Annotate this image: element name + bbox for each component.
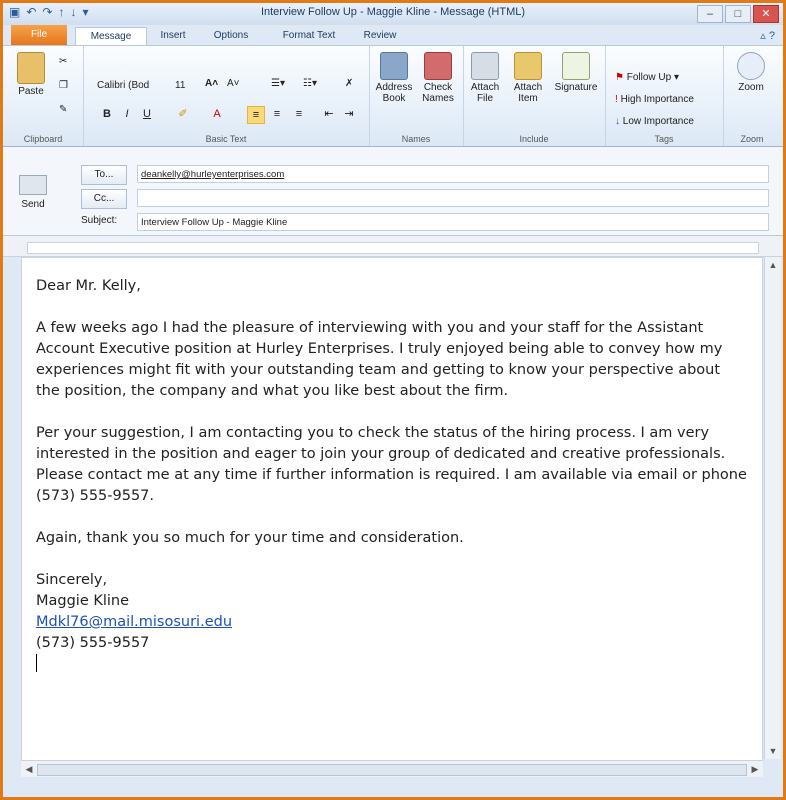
- group-label-zoom: Zoom: [740, 134, 764, 144]
- group-label-names: Names: [401, 134, 431, 144]
- closing: Sincerely,: [36, 572, 108, 588]
- align-left-icon[interactable]: ≡: [247, 106, 265, 124]
- message-body-text: [36, 276, 748, 672]
- scroll-left-icon[interactable]: ◀: [25, 764, 33, 774]
- ribbon-tabs: [3, 25, 783, 45]
- font-color-icon[interactable]: A: [213, 108, 221, 120]
- send-icon: [19, 175, 47, 195]
- text-cursor: [36, 654, 37, 672]
- low-importance-button[interactable]: ↓ Low Importance: [615, 116, 694, 127]
- greeting: Dear Mr. Kelly,: [36, 278, 141, 294]
- subject-label: Subject:: [81, 215, 118, 226]
- ruler[interactable]: [3, 236, 783, 257]
- paperclip-icon: [471, 52, 499, 80]
- bold-icon[interactable]: B: [103, 108, 111, 120]
- send-button[interactable]: Send: [15, 171, 51, 217]
- subject-field[interactable]: Interview Follow Up - Maggie Kline: [137, 213, 769, 231]
- to-field[interactable]: deankelly@hurleyenterprises.com: [137, 165, 769, 183]
- help-icon[interactable]: ▵ ?: [760, 30, 775, 42]
- underline-icon[interactable]: U: [143, 108, 151, 120]
- save-icon[interactable]: ▣: [9, 5, 21, 19]
- align-center-icon[interactable]: ≡: [273, 108, 281, 120]
- close-button[interactable]: ✕: [753, 5, 779, 23]
- paragraph-1: A few weeks ago I had the pleasure of interviewing with you and your staff for the Assistant Account Executive position at Hurley Enterprises. I truly enjoyed being able to convey how my experiences might fit with your outstanding team and getting to know your perspective about the position, the company and what you like best about the firm.: [36, 320, 723, 399]
- window-title: Interview Follow Up - Maggie Kline - Message (HTML): [260, 6, 526, 18]
- title-bar: [3, 3, 783, 26]
- check-names-button[interactable]: Check Names: [417, 52, 459, 104]
- copy-icon[interactable]: ❐: [59, 80, 68, 91]
- horizontal-scroll-thumb[interactable]: [37, 764, 747, 776]
- group-label-include: Include: [519, 134, 549, 144]
- exclamation-icon: !: [615, 94, 618, 105]
- format-painter-icon[interactable]: ✎: [59, 104, 68, 115]
- sender-phone: (573) 555-9557: [36, 635, 150, 651]
- minimize-button[interactable]: –: [697, 5, 723, 23]
- increase-indent-icon[interactable]: ⇥: [344, 108, 354, 120]
- message-header: [3, 147, 783, 236]
- tab-format-text[interactable]: Format Text: [282, 30, 336, 41]
- message-body[interactable]: [21, 257, 763, 761]
- scroll-down-icon[interactable]: ▼: [768, 746, 778, 756]
- paragraph-3: Again, thank you so much for your time and consideration.: [36, 530, 464, 546]
- attach-file-button[interactable]: Attach File: [465, 52, 505, 104]
- paste-icon: [17, 52, 45, 84]
- down-arrow-icon[interactable]: ↓: [70, 5, 77, 19]
- align-right-icon[interactable]: ≡: [295, 108, 303, 120]
- check-names-icon: [424, 52, 452, 80]
- tab-options[interactable]: Options: [213, 30, 249, 41]
- decrease-indent-icon[interactable]: ⇤: [324, 108, 334, 120]
- signature-block: [36, 570, 748, 672]
- bullets-icon[interactable]: ☰▾: [271, 78, 285, 89]
- ribbon: [3, 45, 783, 147]
- magnifier-icon: [737, 52, 765, 80]
- address-book-button[interactable]: Address Book: [373, 52, 415, 104]
- follow-up-button[interactable]: ⚑ Follow Up ▾: [615, 72, 680, 83]
- paste-button[interactable]: Paste: [11, 52, 51, 97]
- high-importance-button[interactable]: ! High Importance: [615, 94, 694, 105]
- numbering-icon[interactable]: ☷▾: [303, 78, 317, 89]
- cc-button[interactable]: Cc...: [81, 189, 127, 209]
- undo-icon[interactable]: ↶: [26, 5, 37, 19]
- tab-insert[interactable]: Insert: [160, 30, 186, 41]
- highlight-icon[interactable]: ✐: [178, 108, 188, 120]
- maximize-button[interactable]: □: [725, 5, 751, 23]
- flag-icon: ⚑: [615, 72, 624, 83]
- paragraph-2: Per your suggestion, I am contacting you to check the status of the hiring process. I am very interested in the position and eager to join your group of dedicated and creative professionals. Please contact me at any time if further information is required. I am available via email or phone (573) 555-9557.: [36, 425, 747, 504]
- italic-icon[interactable]: I: [125, 108, 129, 120]
- cc-field[interactable]: [137, 189, 769, 207]
- font-size-box[interactable]: 11: [175, 80, 186, 91]
- redo-icon[interactable]: ↷: [42, 5, 53, 19]
- group-basic-text: [83, 46, 370, 146]
- tab-review[interactable]: Review: [363, 30, 397, 41]
- shrink-font-icon[interactable]: A˅: [227, 78, 240, 89]
- zoom-button[interactable]: Zoom: [729, 52, 773, 93]
- group-label-clipboard: Clipboard: [23, 134, 63, 144]
- address-book-icon: [380, 52, 408, 80]
- attach-item-button[interactable]: Attach Item: [507, 52, 549, 104]
- group-clipboard: [3, 46, 84, 146]
- attach-item-icon: [514, 52, 542, 80]
- vertical-scrollbar[interactable]: [764, 257, 781, 759]
- window-controls: [697, 5, 779, 23]
- group-label-tags: Tags: [654, 134, 674, 144]
- signature-icon: [562, 52, 590, 80]
- horizontal-scrollbar[interactable]: [21, 760, 763, 777]
- cut-icon[interactable]: ✂: [59, 56, 68, 67]
- up-arrow-icon[interactable]: ↑: [58, 5, 65, 19]
- to-button[interactable]: To...: [81, 165, 127, 185]
- font-name-box[interactable]: Calibri (Bod: [97, 80, 150, 91]
- tab-message[interactable]: Message: [75, 27, 147, 46]
- ruler-track: [27, 242, 759, 254]
- group-names: [369, 46, 464, 146]
- scroll-up-icon[interactable]: ▲: [768, 260, 778, 270]
- group-tags: [605, 46, 724, 146]
- group-label-basic-text: Basic Text: [205, 134, 247, 144]
- tab-file[interactable]: File: [11, 25, 67, 45]
- sender-email-link[interactable]: Mdkl76@mail.misosuri.edu: [36, 614, 233, 630]
- down-arrow-icon: ↓: [615, 116, 620, 127]
- clear-formatting-icon[interactable]: ✗: [345, 78, 354, 89]
- scroll-right-icon[interactable]: ▶: [751, 764, 759, 774]
- group-zoom: [723, 46, 781, 146]
- signature-button[interactable]: Signature: [551, 52, 601, 93]
- grow-font-icon[interactable]: A˄: [205, 78, 219, 89]
- sender-name: Maggie Kline: [36, 593, 130, 609]
- customize-qat-icon[interactable]: ▾: [82, 5, 89, 19]
- group-include: [463, 46, 606, 146]
